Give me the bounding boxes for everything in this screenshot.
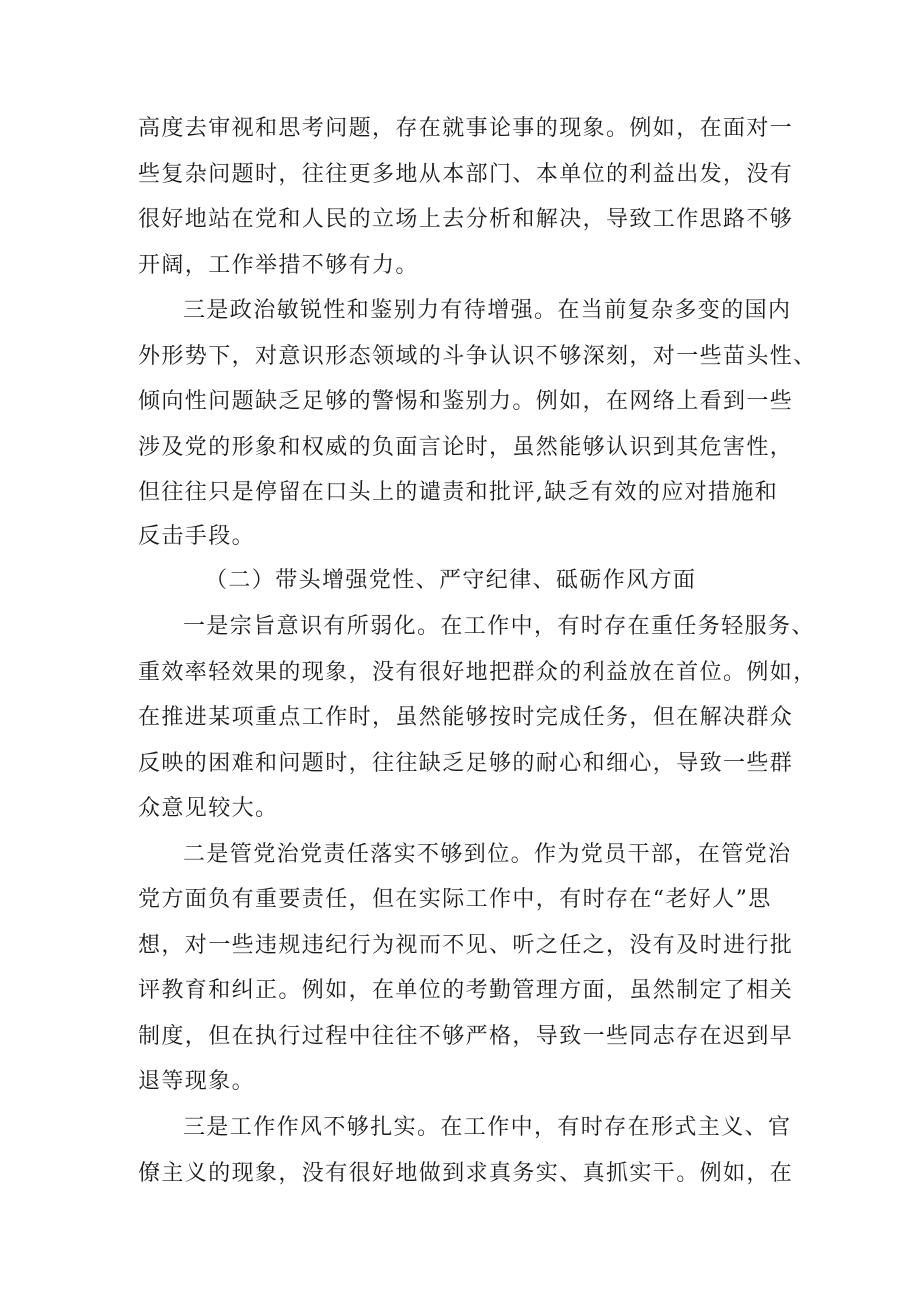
text-line: 很好地站在党和人民的立场上去分析和解决，导致工作思路不够 (138, 207, 794, 232)
text-line: 制度，但在执行过程中往往不够严格，导致一些同志存在迟到早 (138, 1024, 794, 1049)
paragraph-start-line: 三是工作作风不够扎实。在工作中，有时存在形式主义、官 (183, 1115, 792, 1140)
section-heading: （二）带头增强党性、严守纪律、砥砺作风方面 (205, 568, 697, 593)
text-line: 僚主义的现象，没有很好地做到求真务实、真抓实干。例如，在 (138, 1161, 794, 1186)
text-line: 倾向性问题缺乏足够的警惕和鉴别力。例如，在网络上看到一些 (138, 389, 794, 414)
text-line: 外形势下，对意识形态领域的斗争认识不够深刻，对一些苗头性、 (138, 344, 817, 369)
text-line: 些复杂问题时，往往更多地从本部门、本单位的利益出发，没有 (138, 162, 794, 187)
text-line: 重效率轻效果的现象，没有很好地把群众的利益放在首位。例如， (138, 660, 817, 685)
text-line: 众意见较大。 (138, 796, 279, 821)
paragraph-start-line: 二是管党治党责任落实不够到位。作为党员干部，在管党治 (183, 842, 792, 867)
text-line: 评教育和纠正。例如，在单位的考勤管理方面，虽然制定了相关 (138, 978, 794, 1003)
text-line: 在推进某项重点工作时，虽然能够按时完成任务，但在解决群众 (138, 705, 794, 730)
text-line: 党方面负有重要责任，但在实际工作中，有时存在“老好人”思 (138, 887, 772, 912)
text-line: 开阔，工作举措不够有力。 (138, 253, 419, 278)
text-line: 反击手段。 (138, 524, 256, 549)
paragraph-start-line: 三是政治敏锐性和鉴别力有待增强。在当前复杂多变的国内 (183, 298, 792, 323)
text-line: 涉及党的形象和权威的负面言论时，虽然能够认识到其危害性， (138, 435, 794, 460)
text-line: 反映的困难和问题时，往往缺乏足够的耐心和细心，导致一些群 (138, 751, 794, 776)
text-line: 想，对一些违规违纪行为视而不见、听之任之，没有及时进行批 (138, 933, 794, 958)
text-line: 高度去审视和思考问题，存在就事论事的现象。例如，在面对一 (138, 116, 794, 141)
paragraph-start-line: 一是宗旨意识有所弱化。在工作中，有时存在重任务轻服务、 (183, 614, 815, 639)
text-line: 退等现象。 (138, 1069, 256, 1094)
text-line: 但往往只是停留在口头上的谴责和批评,缺乏有效的应对措施和 (138, 480, 779, 505)
